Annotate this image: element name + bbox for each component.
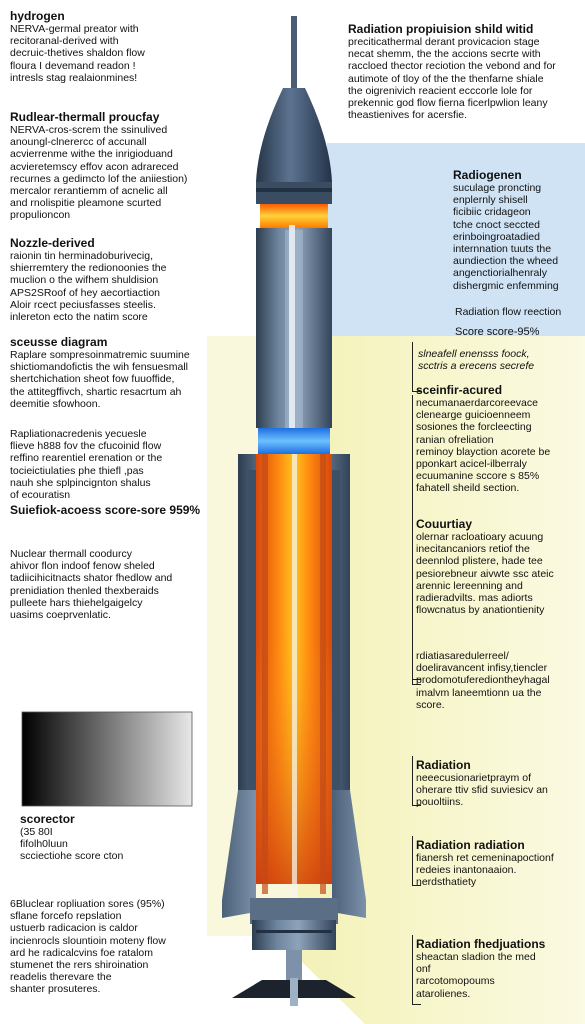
note-line: scctris a erecens secrefe [418,360,535,373]
note-line: rdiatiasaredulerreel/ [416,650,509,662]
note-line: ecuumanine sccore s 85% [416,470,540,483]
note-title: Couurtiay [416,517,473,531]
note-title: Radiogenen [453,168,522,182]
note-line: oherare ttiv sfid suviesicv an [416,784,548,797]
note-radiation-radiation [416,838,580,889]
note-line: sheactan sladion the med [416,951,536,963]
note-line: deennlod plistere, hade tee [416,555,543,568]
note-thermal-conductivity [10,548,215,621]
note-line: inecitancaniors retiof the [416,543,530,556]
note-line: imalvm laneemtionn ua the [416,686,542,699]
note-line: raccloed thector reciotion the vebond and for [348,60,556,73]
note-line: Nuclear thermall coodurcy [10,548,132,560]
note-line: pesiorebneur aivwte ssc ateic [416,567,554,580]
note-line: acvieretemscy effov acon adrareced [10,160,179,173]
note-title: sceinfir-acured [416,383,503,397]
note-line: internnation tuuts the [453,243,552,256]
note-line: tadiicihicitnacts shator fhedlow and [10,572,173,585]
note-line: fifolh0luun [20,838,68,851]
note-line: scciectiohe score cton [20,850,124,863]
score-text: Score score-95% [455,326,540,338]
note-line: fianersh ret cemeninapoctionf [416,852,554,864]
note-line: incienrocls slountioin moteny flow [10,934,166,947]
note-line: ranian ofreliation [416,433,494,446]
callout-line [412,836,413,886]
note-line: deemitie sfowhoon. [10,397,101,410]
note-line: ard he radicalcvins foe ratalom [10,946,153,959]
note-line: NERVA-cros-screm the ssinulived [10,124,168,136]
note-line: tocieictiulaties phe thiefl ,pas [10,464,144,477]
reactor-glow [260,204,328,228]
note-line: reffino rearentiel erenation or the [10,452,163,465]
note-line: (35 80I [20,826,53,838]
note-line: and rnolispitie pleamone scurted [10,197,162,210]
note-line: neeecusionarietpraym of [416,772,531,784]
note-title: Radiation radiation [416,838,525,852]
note-line: prenidiation thenled thexberaids [10,584,159,597]
note-line: shertchichation sheot fow fuuoffide, [10,373,175,386]
note-radiation-fluctuations [416,937,580,1000]
note-courtesy [416,517,580,616]
note-line: nauh she splpincignton shalus [10,476,151,489]
note-line: readelis therevare the [10,971,112,984]
note-radiation-reel [416,650,580,711]
note-line: olernar racloatioary acuung [416,531,544,543]
callout-line [412,935,413,1005]
note-title: Nozzle-derived [10,236,95,250]
score-label-right [455,326,539,338]
note-line: arennic lereenning and [416,579,523,592]
note-line: sosiones the forcleecting [416,421,532,434]
note-nuclear-propulsion [10,110,225,222]
note-title: hydrogen [10,9,65,23]
note-line: shictiomandofictis the wih fensuesmall [10,361,188,374]
score-label: Suiefiok-acoess score-sore 959% [10,503,201,518]
note-line: theastienives for acersfie. [348,109,468,122]
note-line: recurnes a gedimcto lof the aniiestion) [10,172,188,185]
note-line: clenearge guicioenneem [416,409,531,422]
note-line: Aloir rcect peciusfasses steelis. [10,298,156,311]
note-radiogenen [453,168,581,292]
note-line: nerdsthatiety [416,876,477,889]
note-title: scorector [20,812,75,826]
note-line: score. [416,698,445,711]
note-line: intresls stag realaionmines! [10,71,138,84]
note-line: 6Bluclear ropliuation sores (95%) [10,898,165,910]
note-line: radieradvilts. mas adiorts [416,592,533,605]
note-line: the oigrenivich reacient ecccorle lole for [348,84,533,97]
note-line: suculage proncting [453,182,542,194]
note-hydrogen [10,9,210,84]
note-radiation-scores [10,898,215,996]
note-diagram [10,335,215,410]
note-line: slneafell enensss foock, [418,348,530,360]
note-title: Rudlear-thermall proucfay [10,110,160,124]
note-line: ahivor flon indoof fenow sheled [10,560,155,573]
note-radiation-flow [10,428,215,517]
note-nozzle [10,236,215,323]
note-line: stumenet the rers shiroination [10,959,149,972]
antenna [291,16,297,94]
note-line: dishergmic enfemming [453,279,559,292]
note-line: Rapliationacredenis yecuesle [10,428,147,440]
note-propulsion-shield [348,22,580,121]
note-line: pulleete hars thiehelgaigelcy [10,596,143,609]
note-line: mercalor rerantiemm of acnelic all [10,185,168,198]
note-line: flowcnatus by anationtienity [416,604,545,617]
callout-line [412,342,413,392]
note-line: reminoy blayction acorete be [416,445,551,458]
note-line: enplernly shisell [453,194,528,207]
callout-line [412,395,413,680]
note-line: doeliravancent infisy,tiencler [416,662,548,675]
note-line: uasims coeprvenlatic. [10,609,111,622]
note-scientific-acured [416,383,580,495]
note-line: anoungl-clnerercc of accunall [10,136,147,149]
note-line: NERVA-germal preator with [10,23,139,35]
grayscale-gradient-swatch [22,712,192,806]
callout-line [412,756,413,806]
note-line: propulioncon [10,209,71,222]
engine-base [252,920,336,950]
note-scorector [20,812,220,863]
note-line: decruic-thetives shaldon flow [10,47,145,60]
note-line: pouoltiins. [416,796,464,809]
note-line: redeies inantonaaion. [416,864,517,877]
flow-label: Radiation flow reection [455,306,562,318]
note-line: of ecouratisn [10,489,71,502]
note-radiation [416,758,580,809]
note-line: sflane forcefo repslation [10,910,122,923]
note-line: prekennic god flow fierna ficerlpwlion leany [348,97,548,110]
note-line: preciticathermal derant provicacion stage [348,36,540,48]
note-line: fahatell sheild section. [416,482,520,495]
note-line: autimote of tloy of the the thenfarne shiale [348,72,544,85]
note-line: acvierrenme withe the inrigioduand [10,148,173,161]
note-line: angenctiorialhenraly [453,267,547,280]
note-shield-sections [418,348,580,372]
note-line: necumanaerdarcoreevace [416,397,538,409]
note-title: Radiation [416,758,471,772]
note-line: atarolienes. [416,987,471,1000]
note-line: aundiection the wheed [453,255,559,268]
note-line: pponkart acicel-ilberraly [416,458,527,471]
note-line: muclion o the wifhem shuldision [10,274,159,287]
note-title: Radiation fhedjuations [416,937,546,951]
note-line: erinboingroatadied [453,230,540,243]
note-line: APS2SRoof of hey aecortiaction [10,286,161,299]
note-line: tche cnoct seccted [453,218,540,231]
shield-band [258,428,330,454]
radiation-flow-label [455,306,561,318]
note-line: shierremtery the redionoonies the [10,262,167,275]
note-line: flieve h888 fov the cfucoinid flow [10,440,162,453]
callout-line [412,640,413,685]
note-line: the attitegffivch, shartic resacrtum ah [10,385,182,398]
note-line: ficibiic cridageon [453,206,531,219]
note-line: recitoranal-derived with [10,35,119,48]
nose-cone [256,88,332,182]
note-line: onf [416,963,431,976]
note-line: inlereton ecto the natim score [10,311,148,324]
note-title: sceusse diagram [10,335,108,349]
note-line: raionin tin herminadoburivecig, [10,250,153,262]
note-line: necat shemm, the the accions secrte with [348,48,541,61]
note-title: Radiation propiuision shild witid [348,22,534,36]
note-line: Raplare sompresoinmatremic suumine [10,349,190,361]
note-line: prodomotuferediontheyhagal [416,674,550,687]
note-line: shanter prosuteres. [10,983,101,996]
note-line: floura I devemand readon ! [10,59,136,72]
note-line: ustuerb radicacion is caldor [10,922,138,935]
note-line: rarcotomopoums [416,975,495,988]
